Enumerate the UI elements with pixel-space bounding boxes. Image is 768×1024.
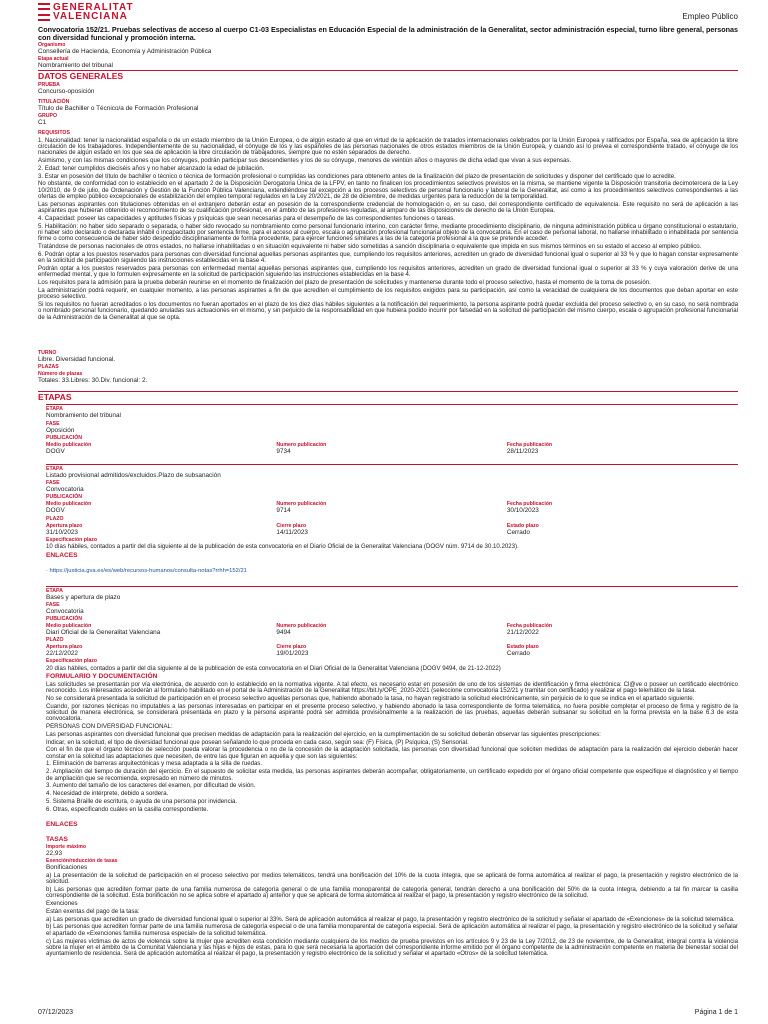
etapa-block <box>38 404 738 455</box>
apertura-label: Apertura plazo <box>46 522 83 529</box>
importe-label: Importe máximo <box>46 844 87 850</box>
etapa-value: Bases y apertura de plazo <box>46 593 121 601</box>
requisito-paragraph: No obstante, de conformidad con lo establecido en el apartado 2 de la Disposición Derogatoria Única de la LFPV, en tanto no finalicen los procedimientos selectivos previstos en la misma, se mantiene vigente la Disposición transitoria decimotercera de la Ley 10/2010, de 9 de julio, de Ordenación y Gestión de la Función Pública Valenciana, extendiéndose tal excepción a los procesos selectivos de personal funcionario y laboral de la Generalitat, así como a los procedimientos selectivos correspondientes a las ofertas de empleo público excepcionales de estabilización del empleo temporal regulados en la Ley 20/2021, de 28 de diciembre, de medidas urgentes para la reducción de la temporalidad. <box>38 180 738 201</box>
etapa-label: ETAPA <box>46 406 63 413</box>
formulario-paragraph: No se considerará presentada la solicitud de participación en el proceso selectivo aquellas personas que, habiendo abonado la tasa, no hayan registrado la solicitud electrónicamente, sin perjuicio de lo que se indica en el apartado siguiente. <box>46 694 695 702</box>
medio-label: Medio publicación <box>46 501 92 508</box>
num-plazas-label: Número de plazas <box>38 371 83 378</box>
formulario-paragraph: 5. Sistema Braille de escritura, o ayuda de una persona por invidencia. <box>46 797 238 805</box>
tasas-paragraph: a) La presentación de la solicitud de participación en el proceso selectivo por medios telemáticos, tendrá una bonificación del 10% de la cuota íntegra, que se aplicará de forma automática al realizar el pago, la presentación y registro electrónico de la solicitud. <box>46 871 738 886</box>
grupo-label: GRUPO <box>38 113 58 119</box>
prueba-label: PRUEBA <box>38 81 60 88</box>
prueba-value: Concurso-oposición <box>38 87 95 95</box>
formulario-heading: FORMULARIO Y DOCUMENTACIÓN <box>46 673 158 681</box>
publicacion-label: PUBLICACIÓN <box>46 615 83 622</box>
organismo-label: Organismo <box>38 42 66 49</box>
requisitos-list <box>38 138 738 321</box>
estado-label: Estado plazo <box>506 644 539 651</box>
requisitos-label: REQUISITOS <box>38 130 70 137</box>
footer-date: 07/12/2023 <box>38 1009 74 1016</box>
cierre-value: 14/11/2023 <box>276 528 308 536</box>
requisito-paragraph: 2. Edad: tener cumplidos dieciséis años y no haber alcanzado la edad de jubilación. <box>38 164 265 172</box>
datos-generales-heading: DATOS GENERALES <box>38 70 124 81</box>
estado-label: Estado plazo <box>506 522 539 529</box>
cierre-label: Cierre plazo <box>276 644 307 651</box>
requisito-paragraph: Asimismo, y con las mismas condiciones que los cónyuges, podrán participar sus descendientes y los de su cónyuge, menores de veintiún años o mayores de dicha edad que vivan a sus expensas. <box>38 157 572 165</box>
requisito-paragraph: 6. Podrán optar a los puestos reservados para personas con diversidad funcional aquellas personas aspirantes que, cumpliendo los requisitos anteriores, acrediten un grado de diversidad funcional igual o superior al 33 % y que lo hagan constar expresamente en la solicitud de participación siguiendo las instrucciones establecidas en la base 4. <box>38 250 738 265</box>
estado-value: Cerrado <box>506 650 530 658</box>
especificacion-label: Especificación plazo <box>46 658 98 665</box>
requisito-paragraph: Los requisitos para la admisión para la prueba deberán reunirse en el momento de finalización del plazo de presentación de solicitudes y mantenerse durante todo el proceso selectivo, hasta el momento de la toma de posesión. <box>38 279 651 287</box>
fase-value: Oposición <box>46 426 75 434</box>
formulario-paragraph: 3. Aumento del tamaño de los caracteres del examen, por dificultad de visión. <box>46 782 256 790</box>
logo-stripes-icon <box>38 3 50 21</box>
num-plazas-value: Totales: 33.Libres: 30.Div. funcional: 2. <box>38 377 148 385</box>
turno-value: Libre. Diversidad funcional. <box>38 355 116 363</box>
fecha-label: Fecha publicación <box>506 622 553 629</box>
formulario-paragraph: 4. Necesidad de intérprete, debido a sordera. <box>46 790 169 798</box>
fecha-value: 21/12/2022 <box>506 628 539 636</box>
requisito-paragraph: Podrán optar a los puestos reservados para personas con enfermedad mental aquellas personas aspirantes que, cumpliendo los requisitos anteriores, acrediten un grado de diversidad funcional igual o superior al 33 % y cuya valoración derive de una enfermedad mental, y que lo formulen expresamente en la solicitud de participación siguiendo las instrucciones establecidas en la base 4. <box>38 265 738 279</box>
etapa-block <box>38 464 738 577</box>
etapa-label: ETAPA <box>46 587 63 594</box>
formulario-paragraph: Las solicitudes se presentarán por vía electrónica, de acuerdo con lo establecido en la normativa vigente. A tal efecto, es necesario estar en posesión de uno de los sistemas de identificación y firma electrónica: Cl@ve o poseer un certificado electrónico reconocido. Los interesados accederán al formulario habilitado en el portal de la Administración de la Generalitat https://bit.ly/OPE_2020-2021 (seleccione convocatoria 152/21 y tramitar con certificado) y realizar el pago telemático de la tasa. <box>46 680 738 694</box>
formulario-paragraph: PERSONAS CON DIVERSIDAD FUNCIONAL: <box>46 722 173 730</box>
etapa-block <box>38 586 738 958</box>
fase-label: FASE <box>46 420 60 427</box>
fecha-label: Fecha publicación <box>506 441 553 448</box>
header-section-label: Empleo Público <box>682 12 738 21</box>
fecha-value: 30/10/2023 <box>506 507 539 515</box>
etapas-heading: ETAPAS <box>38 392 72 403</box>
etapa-actual-value: Nombramiento del tribunal <box>38 62 113 70</box>
plazo-label: PLAZO <box>46 515 64 522</box>
formulario-paragraph: Las personas aspirantes con diversidad funcional que precisen medidas de adaptación para la realización del ejercicio, en la cumplimentación de su solicitud deberán observar las siguientes prescripciones: <box>46 730 601 738</box>
medio-value: DOGV <box>46 447 65 455</box>
requisito-paragraph: 5. Habilitación: no haber sido separado o separada, o haber sido revocado su nombramiento como personal funcionario interino, con carácter firme, mediante procedimiento disciplinario, de ninguna administración pública u órgano constitucional o estatutario, ni haber sido declarado o declarada inhábil o incapacitado por sentencia firme, para el acceso al cuerpo, escala o agrupación profesional funcionarial objeto de la convocatoria. En el caso de personal laboral, no hallarse inhabilitado o inhabilitada por sentencia firme o como consecuencia de haber sido despedido disciplinariamente de forma procedente, para ejercer funciones similares a las de la categoría profesional a la que se pretende acceder. <box>38 222 738 243</box>
fecha-label: Fecha publicación <box>506 501 553 508</box>
formulario-paragraph: 2. Ampliación del tiempo de duración del ejercicio. En el supuesto de solicitar esta medida, las personas aspirantes deberán acompañar, obligatoriamente, un certificado expedido por el órgano oficial competente que especifique el diagnóstico y el tiempo de ampliación que se recomienda, expresado en número de minutos. <box>46 768 738 782</box>
requisito-paragraph: 1. Nacionalidad: tener la nacionalidad española o de un estado miembro de la Unión Europea, o de algún estado al que en virtud de la aplicación de tratados internacionales celebrados por la Unión Europea y ratificados por España, sea de aplicación la libre circulación de los trabajadores. Independientemente de su nacionalidad, el cónyuge de los y las españoles de las personas nacionales de otros estados miembros de la Unión Europea, y cuando así lo prevea el correspondiente tratado, el cónyuge de los nacionales de algún estado en los que sea de aplicación la libre circulación de trabajadores, siempre que no estén separados de derecho. <box>38 136 738 157</box>
numero-label: Numero publicación <box>276 501 327 508</box>
formulario-paragraph: 1. Eliminación de barreras arquitectónicas y mesa adaptada a la silla de ruedas. <box>46 760 263 768</box>
titulacion-label: TITULACIÓN <box>38 98 70 105</box>
etapa-value: Nombramiento del tribunal <box>46 412 121 420</box>
etapa-label: ETAPA <box>46 465 63 472</box>
generalitat-logo <box>38 3 134 21</box>
especificacion-value: 20 días hábiles, contados a partir del día siguiente al de la publicación de esta convocatoria en el Diari Oficial de la Generalitat Valenciana (DOGV 9494, de 21-12-2022) <box>46 664 501 672</box>
turno-label: TURNO <box>38 349 57 356</box>
tasas-paragraph: b) Las personas que acrediten formar parte de una familia numerosa de categoría general o de una familia monoparental de categoría general, tendrán derecho a una bonificación del 50% de la cuota íntegra, debiendo a tal fin marcar la casilla correspondiente de la solicitud. Esta bonificación no se aplica sobre el apartado a) anterior y que se aplicará de forma automática al realizar el pago, la presentación y registro electrónico de la solicitud. <box>46 886 738 900</box>
etapa-value: Listado provisional admitidos/excluidos.Plazo de subsanación <box>46 471 221 479</box>
enlaces-heading: ENLACES <box>46 551 78 559</box>
requisito-paragraph: Tratándose de personas nacionales de otros estados, no hallarse inhabilitadas o en situación equivalente ni haber sido sometidas a sanción disciplinaria o equivalente que impida en sus mismos términos en su estado el acceso al empleo público. <box>38 243 702 251</box>
cierre-value: 19/01/2023 <box>276 650 309 658</box>
logo-line-1: GENERALITAT <box>53 2 134 13</box>
plazas-label: PLAZAS <box>38 364 59 371</box>
formulario-text <box>46 682 738 813</box>
medio-label: Medio publicación <box>46 622 92 629</box>
formulario-paragraph: 6. Otras, especificando cuáles en la casilla correspondiente. <box>46 805 209 813</box>
fase-label: FASE <box>46 480 60 487</box>
cierre-label: Cierre plazo <box>276 522 307 529</box>
medio-value: DOGV <box>46 507 65 515</box>
estado-value: Cerrado <box>506 528 530 536</box>
tasas-paragraph: c) Las mujeres víctimas de actos de violencia sobre la mujer que acrediten esta condición mediante cualquiera de los medios de prueba previstos en los artículos 9 y 23 de la Ley 7/2012, de 23 de noviembre, de la Generalitat, integral contra la violencia sobre la mujer en el ámbito de la Comunitat Valenciana y las hijas e hijos de estas, para lo que será necesaria la aportación del correspondiente informe emitido por el órgano competente de la administración competente en materia de bienestar social del ayuntamiento de residencia. Será de aplicación automática al realizar el pago, la presentación y registro electrónico de la solicitud y señalar el apartado «Otros» de la solicitud telemática. <box>46 937 738 958</box>
etapa-actual-label: Etapa actual <box>38 56 69 63</box>
numero-value: 9734 <box>276 447 291 455</box>
formulario-paragraph: Indicar, en la solicitud, el tipo de diversidad funcional que posean señalando lo que proceda en cada caso, según sea: (F) Física, (P) Psíquica, (S) Sensorial. <box>46 738 469 746</box>
tasas-heading: TASAS <box>46 836 68 843</box>
fase-value: Convocatoria <box>46 486 84 494</box>
exencion-label: Exención/reducción de tasas <box>46 858 118 865</box>
fecha-value: 28/11/2023 <box>506 447 539 455</box>
consulta-notas-link[interactable]: · https://justicia.gva.es/es/web/recursos-humanos/consulta-notas?rrhh=152/21 <box>46 567 247 574</box>
numero-label: Numero publicación <box>276 622 327 629</box>
numero-label: Numero publicación <box>276 441 327 448</box>
enlaces-heading: ENLACES <box>46 821 78 828</box>
publicacion-label: PUBLICACIÓN <box>46 494 83 501</box>
tasas-text <box>46 873 738 958</box>
grupo-value: C1 <box>38 119 47 126</box>
tasas-paragraph: Exenciones <box>46 900 78 908</box>
plazo-label: PLAZO <box>46 637 64 644</box>
tasas-paragraph: b) Las personas que acrediten formar parte de una familia numerosa de categoría especial o de una familia monoparental de categoría especial. Será de aplicación automática al realizar el pago, la presentación y registro electrónico de la solicitud y señalar el apartado de «Exenciones familia numerosa especial» de la solicitud telemática. <box>46 923 738 937</box>
tasas-paragraph: Están exentas del pago de la tasa: <box>46 907 140 915</box>
bonificaciones-label: Bonificaciones <box>46 864 88 872</box>
apertura-value: 31/10/2023 <box>46 528 78 536</box>
apertura-value: 22/12/2022 <box>46 650 78 658</box>
apertura-label: Apertura plazo <box>46 644 83 651</box>
page-header <box>38 0 738 26</box>
document-page <box>38 0 738 1024</box>
requisito-paragraph: La administración podrá requerir, en cualquier momento, a las personas aspirantes a fin de que acrediten el cumplimiento de los requisitos exigidos para su participación, así como la veracidad de cualquiera de los documentos que deban aportar en este proceso selectivo. <box>38 286 738 301</box>
requisito-paragraph: Las personas aspirantes con titulaciones obtenidas en el extranjero deberán estar en posesión de la correspondiente credencial de homologación o, en su caso, del correspondiente certificado de equivalencia. Este requisito no será de aplicación a las aspirantes que hubieran obtenido el reconocimiento de su cualificación profesional, en el ámbito de las profesiones reguladas, al amparo de las disposiciones de derecho de la Unión Europea. <box>38 200 738 215</box>
formulario-paragraph: Cuando, por razones técnicas no imputables a las personas interesadas en participar en el presente proceso selectivo, y habiendo abonado la tasa correspondiente de forma telemática, no fuera posible completar el proceso de firma y registro de la solicitud de manera electrónica, se considerará presentada en plazo y la persona aspirante podrá ser admitida provisionalmente a la realización de las pruebas, aquellas deberán subsanar su solicitud en la forma prevista en la base 6.3 de esta convocatoria. <box>46 702 738 723</box>
convocatoria-title: Convocatoria 152/21. Pruebas selectivas de acceso al cuerpo C1-03 Especialistas en Educación Especial de la administración de la Generalitat, sector administración especial, turno libre general, personas con diversidad funcional y promoción interna. <box>38 25 738 42</box>
requisito-paragraph: 4. Capacidad: poseer las capacidades y aptitudes físicas y psíquicas que sean necesarias para el desempeño de las correspondientes funciones o tareas. <box>38 214 455 222</box>
publicacion-label: PUBLICACIÓN <box>46 434 83 441</box>
logo-line-2: VALENCIANA <box>53 11 128 22</box>
importe-value: 22,93 <box>46 850 62 857</box>
fase-value: Convocatoria <box>46 607 84 615</box>
medio-value: Diari Oficial de la Generalitat Valenciana <box>46 628 161 636</box>
requisito-paragraph: Si los requisitos no fueran acreditados o los documentos no fueran aportados en el plazo de los diez días hábiles siguientes a la notificación del requerimiento, la persona aspirante podrá quedar excluida del proceso selectivo o, en su caso, no será nombrada o nombrado personal funcionario, quedando anuladas sus actuaciones en el mismo, y sin perjuicio de la responsabilidad en que hubiera podido incurrir por falsedad en la solicitud de participación del mismo cuerpo, escala o agrupación profesional funcionarial de la Administración de la Generalitat al que se opta. <box>38 301 738 321</box>
titulacion-value: Título de Bachiller o Técnico/a de Formación Profesional <box>38 104 199 112</box>
footer-page-number: Página 1 de 1 <box>694 1009 738 1016</box>
fase-label: FASE <box>46 601 60 608</box>
numero-value: 9714 <box>276 507 291 515</box>
especificacion-label: Especificación plazo <box>46 536 98 543</box>
page-footer <box>38 1009 738 1016</box>
requisito-paragraph: 3. Estar en posesión del título de bachiller o técnico o técnica de formación profesional o cumplidas las condiciones para obtenerlo antes de la finalización del plazo de presentación de solicitudes y disponer del certificado que lo acredite. <box>38 172 676 180</box>
formulario-paragraph: Con el fin de que el órgano técnico de selección pueda valorar la procedencia o no de la concesión de la adaptación solicitada, las personas con diversidad funcional que soliciten medidas de adaptación para la realización del ejercicio deberán hacer constar en la solicitud las adaptaciones que necesiten, de entre las que figuran en aquella y que son las siguientes: <box>46 746 738 760</box>
medio-label: Medio publicación <box>46 441 92 448</box>
numero-value: 9494 <box>276 628 291 636</box>
tasas-paragraph: a) Las personas que acrediten un grado de diversidad funcional igual o superior al 33%. Será de aplicación automática al realizar el pago, la presentación y registro electrónico de la solicitud y señalar el apartado de «Exenciones» de la solicitud telemática. <box>46 915 735 923</box>
especificacion-value: 10 días hábiles, contados a partir del día siguiente al de la publicación de esta convocatoria en el Diario Oficial de la Generalitat Valenciana (DOGV núm. 9714 de 30.10.2023). <box>46 543 519 551</box>
organismo-value: Consellería de Hacienda, Economía y Administración Pública <box>38 48 212 56</box>
